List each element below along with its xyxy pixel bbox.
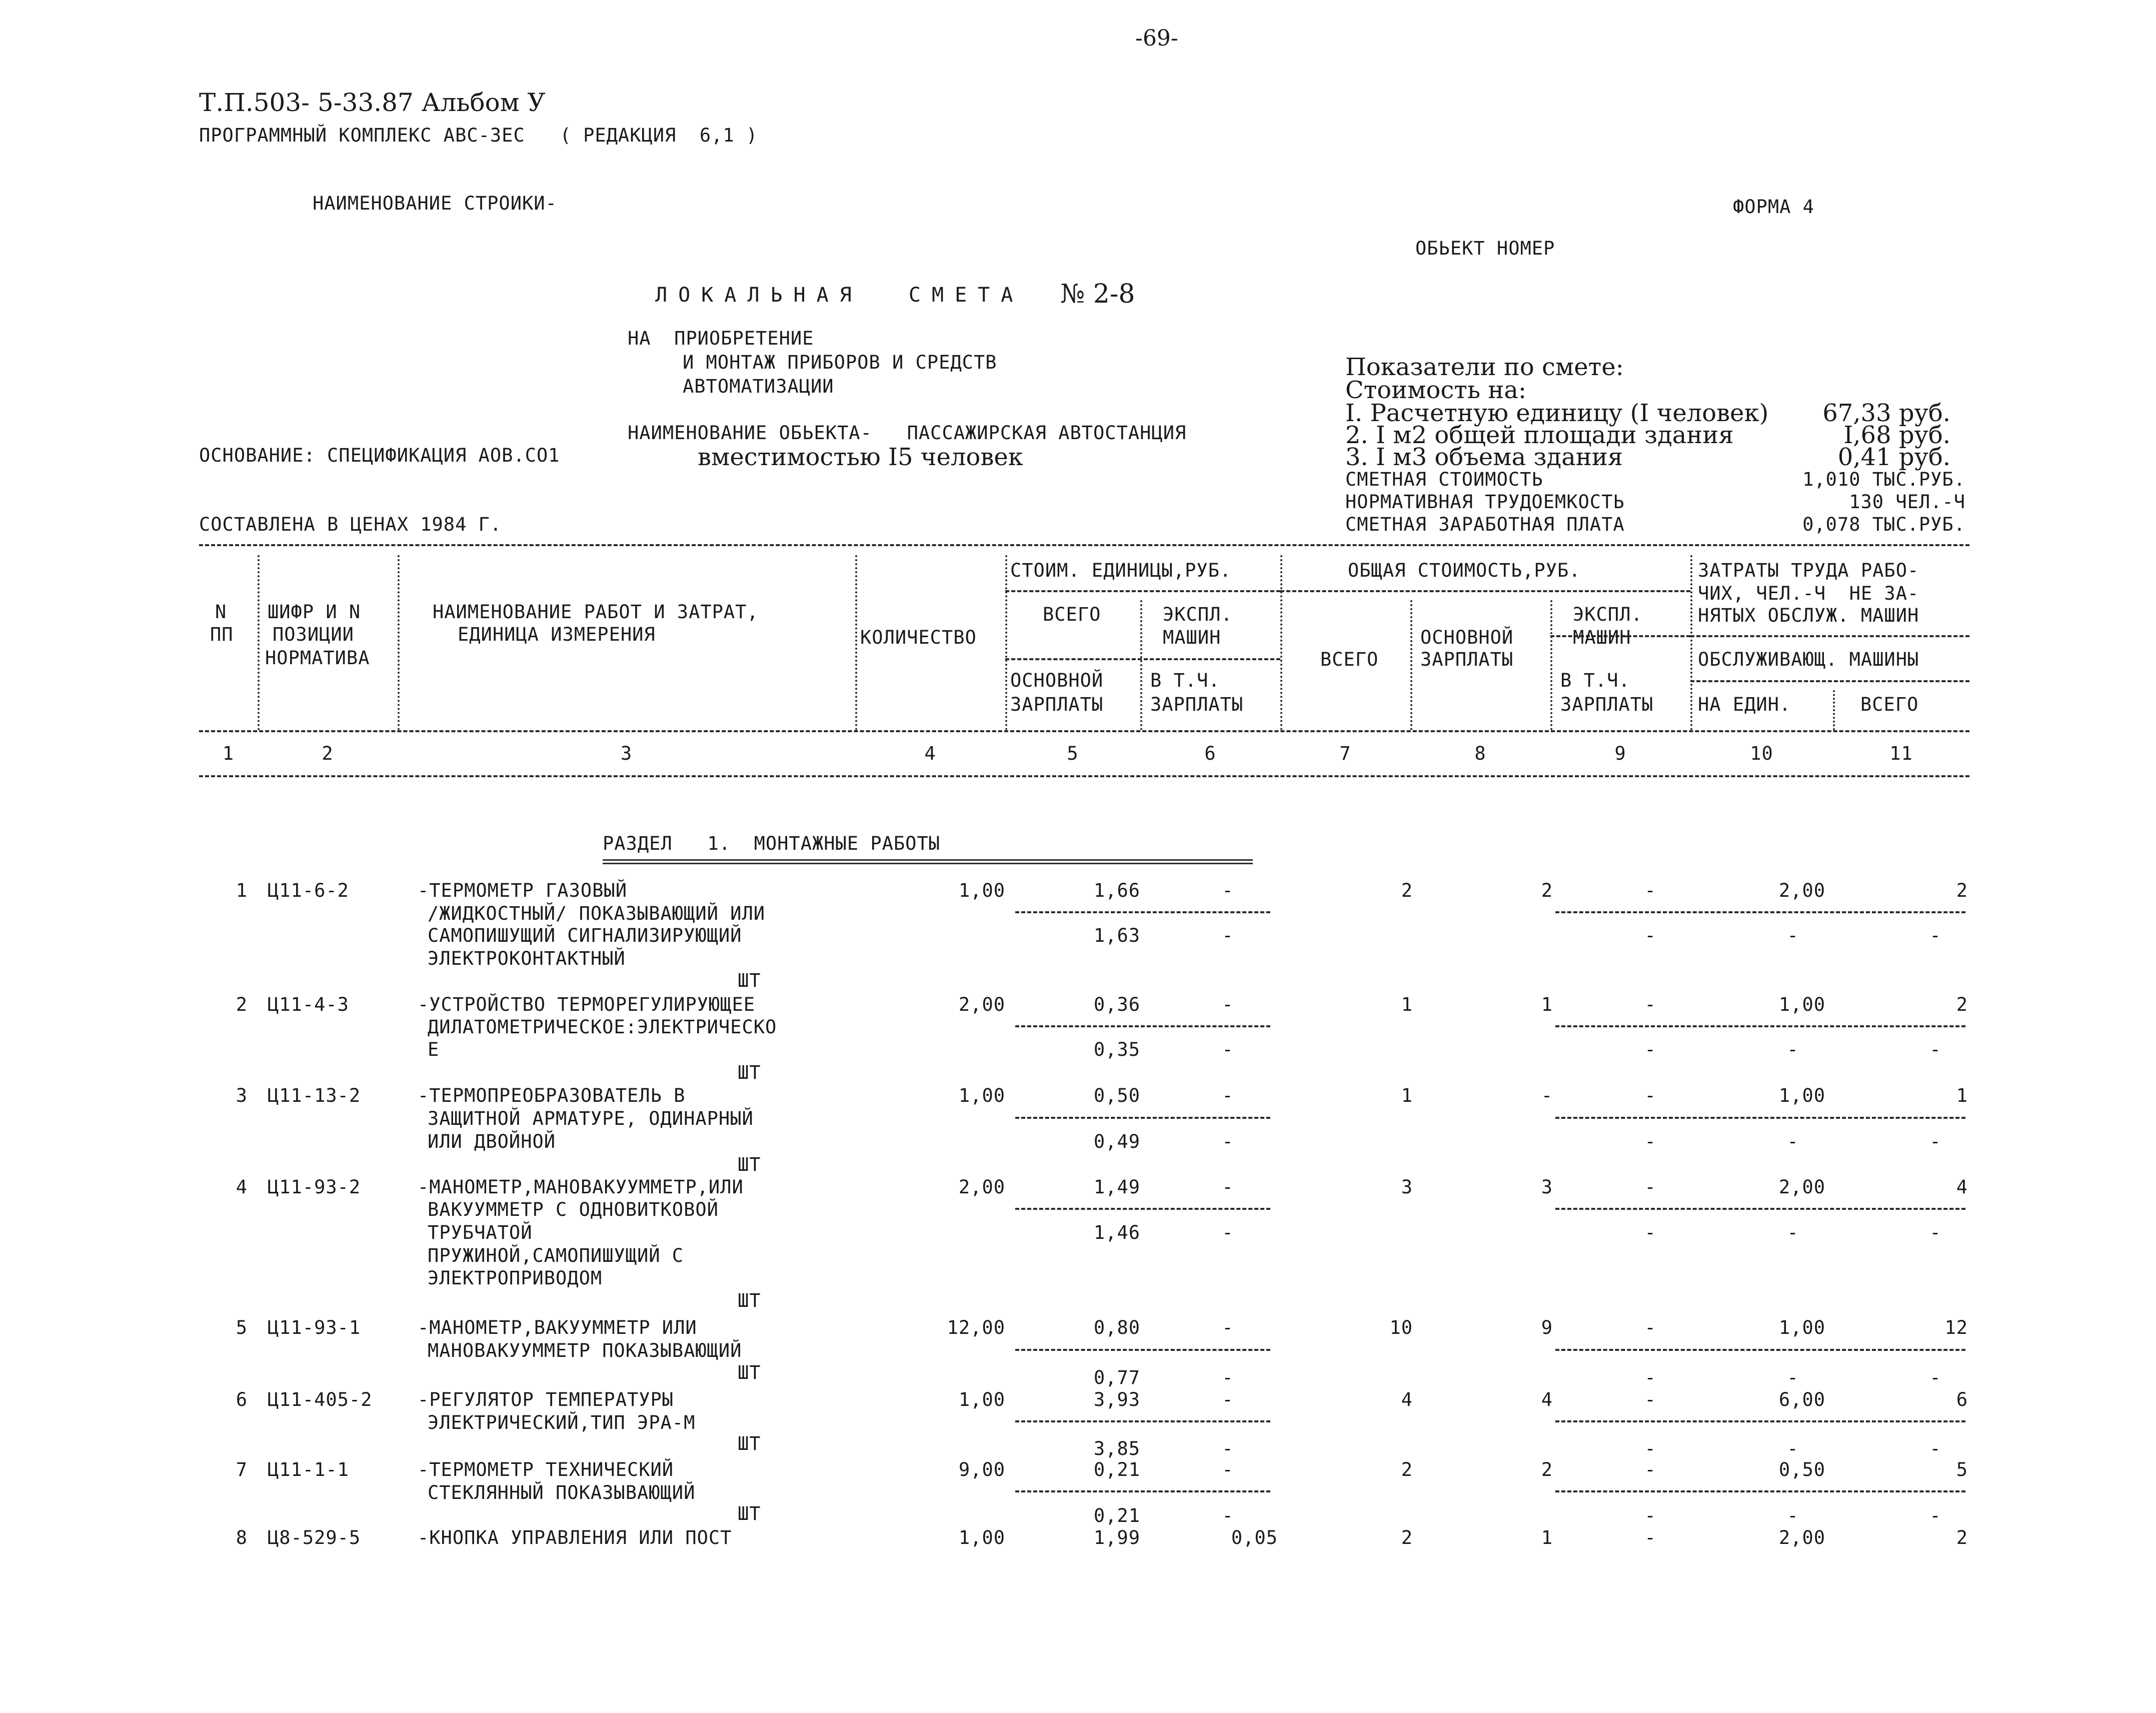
row-c10: 2,00 (1778, 1527, 1825, 1548)
row-c6: - (1222, 1317, 1234, 1338)
indicator-value-1: 67,33 руб. (1822, 399, 1950, 427)
row-code: Ц11-4-3 (268, 994, 349, 1015)
row-c8: 1 (1541, 1527, 1553, 1548)
row-quantity: 1,00 (958, 1389, 1005, 1410)
header-top-rule (199, 544, 1969, 546)
prices-label: СОСТАВЛЕНА В ЦЕНАХ 1984 Г. (199, 514, 502, 535)
row-c8: - (1541, 1085, 1553, 1106)
row-c11-b: - (1929, 1438, 1941, 1459)
row-number: 3 (236, 1085, 248, 1106)
row-name-line: -ТЕРМОМЕТР ТЕХНИЧЕСКИЙ (418, 1459, 674, 1480)
header-col5-b: ОСНОВНОЙ (1010, 670, 1104, 691)
row-c7: 10 (1389, 1317, 1413, 1338)
row-c6: - (1222, 994, 1234, 1015)
col-separator (1410, 600, 1412, 730)
column-number-rule (199, 775, 1969, 777)
col-number: 9 (1614, 743, 1626, 764)
section-underline (603, 859, 1253, 864)
row-subrule (1015, 1208, 1270, 1210)
indicator-label-2: 2. I м2 общей площади здания (1345, 421, 1734, 449)
col-separator (1140, 600, 1142, 730)
row-name-line: ДИЛАТОМЕТРИЧЕСКОЕ:ЭЛЕКТРИЧЕСКО (428, 1016, 777, 1038)
header-labor-1: ЗАТРАТЫ ТРУДА РАБО- (1698, 560, 1919, 581)
total-cost-value: 1,010 ТЫС.РУБ. (1802, 469, 1965, 490)
row-c10-b: - (1787, 1438, 1799, 1459)
row-subrule (1555, 1025, 1965, 1027)
row-unit: ШТ (738, 1062, 761, 1083)
object-number-label: ОБЬЕКТ НОМЕР (1415, 238, 1555, 259)
header-col5-c: ЗАРПЛАТЫ (1010, 694, 1104, 715)
row-subrule (1015, 1025, 1270, 1027)
row-name-line: /ЖИДКОСТНЫЙ/ ПОКАЗЫВАЮЩИЙ ИЛИ (428, 903, 766, 924)
row-c9-wage: - (1644, 1131, 1656, 1152)
row-c5: 1,99 (1093, 1527, 1140, 1548)
document-number: № 2-8 (1060, 279, 1135, 309)
row-c6-wage: - (1222, 1222, 1234, 1243)
row-c10: 6,00 (1778, 1389, 1825, 1410)
header-labor-rule (1690, 635, 1969, 637)
indicator-value-3: 0,41 руб. (1837, 443, 1950, 471)
row-c6-wage: - (1222, 1438, 1234, 1459)
row-subrule (1555, 1117, 1965, 1119)
labor-intensity-label: НОРМАТИВНАЯ ТРУДОЕМКОСТЬ (1345, 491, 1625, 513)
object-name-handwritten: вместимостью I5 человек (698, 443, 1023, 471)
row-c9: - (1644, 1085, 1656, 1106)
row-c6: - (1222, 1176, 1234, 1198)
row-c7: 4 (1401, 1389, 1413, 1410)
header-unit-cost: СТОИМ. ЕДИНИЦЫ,РУБ. (1010, 560, 1232, 581)
row-quantity: 2,00 (958, 1176, 1005, 1198)
row-quantity: 1,00 (958, 1527, 1005, 1548)
header-col9-b: МАШИН (1573, 627, 1631, 648)
wage-label: СМЕТНАЯ ЗАРАБОТНАЯ ПЛАТА (1345, 514, 1625, 535)
row-c8: 2 (1541, 880, 1553, 901)
row-name-line: -УСТРОЙСТВО ТЕРМОРЕГУЛИРУЮЩЕЕ (418, 994, 756, 1015)
row-c7: 3 (1401, 1176, 1413, 1198)
header-col5-a: ВСЕГО (1043, 604, 1101, 625)
row-code: Ц11-13-2 (268, 1085, 361, 1106)
row-c5: 1,49 (1093, 1176, 1140, 1198)
row-name-line: МАНОВАКУУММЕТР ПОКАЗЫВАЮЩИЙ (428, 1340, 742, 1361)
row-name-line: -МАНОМЕТР,МАНОВАКУУММЕТР,ИЛИ (418, 1176, 744, 1198)
row-c10-b: - (1787, 925, 1799, 946)
row-subrule (1555, 911, 1965, 913)
row-c10: 1,00 (1778, 1085, 1825, 1106)
purpose-line-2: И МОНТАЖ ПРИБОРОВ И СРЕДСТВ (683, 352, 997, 373)
purpose-line-1: НА ПРИОБРЕТЕНИЕ (628, 328, 814, 349)
row-unit: ШТ (738, 1362, 761, 1383)
row-code: Ц11-93-2 (268, 1176, 361, 1198)
row-name-line: САМОПИШУЩИЙ СИГНАЛИЗИРУЮЩИЙ (428, 925, 742, 946)
indicators-title: Показатели по смете: (1345, 353, 1624, 381)
row-c6-wage: - (1222, 1039, 1234, 1060)
row-c8: 9 (1541, 1317, 1553, 1338)
header-unit-cost-rule-2 (1005, 658, 1280, 660)
indicator-label-1: I. Расчетную единицу (I человек) (1345, 399, 1769, 427)
col-separator (398, 555, 400, 730)
col-number: 3 (620, 743, 633, 764)
col-separator (1280, 555, 1282, 730)
col-separator (855, 555, 857, 730)
row-code: Ц11-93-1 (268, 1317, 361, 1338)
header-col9-c: В Т.Ч. (1560, 670, 1630, 691)
row-name-line: ПРУЖИНОЙ,САМОПИШУЩИЙ С (428, 1245, 684, 1266)
col-separator (1833, 690, 1835, 730)
row-code: Ц11-6-2 (268, 880, 349, 901)
row-c11: 4 (1956, 1176, 1968, 1198)
col-number: 8 (1474, 743, 1486, 764)
row-name-line: ТРУБЧАТОЙ (428, 1222, 533, 1243)
row-c11-b: - (1929, 1222, 1941, 1243)
row-c10: 2,00 (1778, 880, 1825, 901)
header-col8-a: ОСНОВНОЙ (1420, 627, 1514, 648)
row-c7: 1 (1401, 994, 1413, 1015)
row-c9-wage: - (1644, 1505, 1656, 1526)
form-label: ФОРМА 4 (1733, 196, 1814, 218)
row-c11: 6 (1956, 1389, 1968, 1410)
row-c6: - (1222, 1389, 1234, 1410)
col-number: 4 (924, 743, 936, 764)
col-number: 5 (1067, 743, 1079, 764)
col-separator (1550, 600, 1552, 730)
row-name-line: -МАНОМЕТР,ВАКУУММЕТР ИЛИ (418, 1317, 697, 1338)
row-name-line: Е (428, 1039, 440, 1060)
row-c9: - (1644, 1176, 1656, 1198)
row-c9-wage: - (1644, 1438, 1656, 1459)
col-number: 11 (1889, 743, 1913, 764)
wage-value: 0,078 ТЫС.РУБ. (1802, 514, 1965, 535)
row-code: Ц8-529-5 (268, 1527, 361, 1548)
header-bottom-rule (199, 730, 1969, 732)
row-c10-b: - (1787, 1131, 1799, 1152)
row-subrule (1555, 1490, 1965, 1492)
row-unit: ШТ (738, 1503, 761, 1524)
row-c8: 3 (1541, 1176, 1553, 1198)
row-c9: - (1644, 1389, 1656, 1410)
row-quantity: 9,00 (958, 1459, 1005, 1480)
header-col1-a: N (215, 601, 227, 623)
row-c5: 0,36 (1093, 994, 1140, 1015)
col-number: 2 (322, 743, 334, 764)
row-c11-b: - (1929, 1505, 1941, 1526)
document-title: ЛОКАЛЬНАЯ СМЕТА (655, 284, 1024, 307)
row-c5-wage: 1,46 (1093, 1222, 1140, 1243)
col-number: 1 (222, 743, 235, 764)
row-c10: 1,00 (1778, 1317, 1825, 1338)
row-unit: ШТ (738, 1154, 761, 1175)
section-title: РАЗДЕЛ 1. МОНТАЖНЫЕ РАБОТЫ (603, 833, 941, 854)
row-c9: - (1644, 1527, 1656, 1548)
header-col9-a: ЭКСПЛ. (1573, 604, 1643, 625)
header-col11: ВСЕГО (1860, 694, 1919, 715)
row-subrule (1015, 1420, 1270, 1422)
row-c6: 0,05 (1231, 1527, 1278, 1548)
row-c10-b: - (1787, 1222, 1799, 1243)
row-name-line: -РЕГУЛЯТОР ТЕМПЕРАТУРЫ (418, 1389, 674, 1410)
row-number: 4 (236, 1176, 248, 1198)
row-quantity: 2,00 (958, 994, 1005, 1015)
row-c10-b: - (1787, 1505, 1799, 1526)
header-total-cost: ОБЩАЯ СТОИМОСТЬ,РУБ. (1348, 560, 1581, 581)
header-col1-b: ПП (210, 624, 234, 645)
album-title: Т.П.503- 5-33.87 Альбом У (199, 88, 546, 117)
header-col3-a: НАИМЕНОВАНИЕ РАБОТ И ЗАТРАТ, (433, 601, 759, 623)
row-c5: 0,80 (1093, 1317, 1140, 1338)
row-c9: - (1644, 994, 1656, 1015)
row-name-line: -ТЕРМОМЕТР ГАЗОВЫЙ (418, 880, 627, 901)
row-c10: 2,00 (1778, 1176, 1825, 1198)
program-label: ПРОГРАММНЫЙ КОМПЛЕКС АВС-3ЕС ( РЕДАКЦИЯ 6,1 ) (199, 125, 758, 146)
row-c5: 0,21 (1093, 1459, 1140, 1480)
row-c5-wage: 1,63 (1093, 925, 1140, 946)
row-quantity: 1,00 (958, 1085, 1005, 1106)
row-c9: - (1644, 1459, 1656, 1480)
row-c10: 0,50 (1778, 1459, 1825, 1480)
row-number: 8 (236, 1527, 248, 1548)
row-number: 7 (236, 1459, 248, 1480)
row-name-line: -КНОПКА УПРАВЛЕНИЯ ИЛИ ПОСТ (418, 1527, 732, 1548)
row-c9: - (1644, 1317, 1656, 1338)
col-separator (1005, 555, 1007, 730)
header-col6-d: ЗАРПЛАТЫ (1150, 694, 1244, 715)
row-name-line: ЭЛЕКТРИЧЕСКИЙ,ТИП ЭРА-М (428, 1412, 696, 1433)
row-c5-wage: 0,35 (1093, 1039, 1140, 1060)
row-c6: - (1222, 880, 1234, 901)
header-labor-2: ЧИХ, ЧЕЛ.-Ч НЕ ЗА- (1698, 583, 1919, 604)
row-quantity: 12,00 (947, 1317, 1005, 1338)
row-c11: 12 (1944, 1317, 1968, 1338)
row-name-line: СТЕКЛЯННЫЙ ПОКАЗЫВАЮЩИЙ (428, 1482, 696, 1503)
header-labor-4: ОБСЛУЖИВАЮЩ. МАШИНЫ (1698, 649, 1919, 670)
header-col2-a: ШИФР И N (268, 601, 361, 623)
header-col4: КОЛИЧЕСТВО (860, 627, 977, 648)
row-c8: 1 (1541, 994, 1553, 1015)
col-separator (258, 555, 260, 730)
row-c8: 4 (1541, 1389, 1553, 1410)
row-subrule (1015, 1490, 1270, 1492)
row-code: Ц11-405-2 (268, 1389, 373, 1410)
col-number: 7 (1339, 743, 1351, 764)
col-number: 6 (1204, 743, 1216, 764)
row-c5-wage: 0,77 (1093, 1367, 1140, 1388)
row-unit: ШТ (738, 1433, 761, 1454)
col-separator (1690, 555, 1692, 730)
indicator-label-3: 3. I м3 объема здания (1345, 443, 1623, 471)
object-name-label: НАИМЕНОВАНИЕ ОБЬЕКТА- ПАССАЖИРСКАЯ АВТОСТАНЦИЯ (628, 422, 1187, 444)
row-c11: 2 (1956, 880, 1968, 901)
col-number: 10 (1750, 743, 1773, 764)
row-c8: 2 (1541, 1459, 1553, 1480)
header-labor-rule-2 (1690, 680, 1969, 682)
row-c6: - (1222, 1459, 1234, 1480)
row-subrule (1015, 1117, 1270, 1119)
row-subrule (1555, 1208, 1965, 1210)
header-col9-d: ЗАРПЛАТЫ (1560, 694, 1654, 715)
indicators-cost-label: Стоимость на: (1345, 376, 1527, 404)
purpose-line-3: АВТОМАТИЗАЦИИ (683, 376, 834, 397)
row-unit: ШТ (738, 1290, 761, 1311)
row-c9-wage: - (1644, 1222, 1656, 1243)
row-c9-wage: - (1644, 925, 1656, 946)
row-c7: 2 (1401, 1527, 1413, 1548)
row-subrule (1015, 1349, 1270, 1351)
row-c5: 3,93 (1093, 1389, 1140, 1410)
row-c6: - (1222, 1085, 1234, 1106)
construction-name-label: НАИМЕНОВАНИЕ СТРОИКИ- (313, 193, 557, 214)
row-name-line: ЭЛЕКТРОКОНТАКТНЫЙ (428, 948, 626, 969)
header-unit-cost-rule (1005, 590, 1280, 592)
row-c11-b: - (1929, 925, 1941, 946)
row-name-line: ЗАЩИТНОЙ АРМАТУРЕ, ОДИНАРНЫЙ (428, 1108, 754, 1129)
row-name-line: -ТЕРМОПРЕОБРАЗОВАТЕЛЬ В (418, 1085, 686, 1106)
header-col8-b: ЗАРПЛАТЫ (1420, 649, 1514, 670)
header-col7: ВСЕГО (1320, 649, 1379, 670)
header-col6-a: ЭКСПЛ. (1163, 604, 1233, 625)
row-c6-wage: - (1222, 1505, 1234, 1526)
row-name-line: ВАКУУММЕТР С ОДНОВИТКОВОЙ (428, 1199, 719, 1220)
page-number: -69- (1135, 26, 1178, 51)
header-col6-c: В Т.Ч. (1150, 670, 1220, 691)
row-c11: 1 (1956, 1085, 1968, 1106)
row-c10: 1,00 (1778, 994, 1825, 1015)
row-number: 5 (236, 1317, 248, 1338)
total-cost-label: СМЕТНАЯ СТОИМОСТЬ (1345, 469, 1543, 490)
row-number: 1 (236, 880, 248, 901)
row-number: 6 (236, 1389, 248, 1410)
row-subrule (1555, 1349, 1965, 1351)
row-c10-b: - (1787, 1039, 1799, 1060)
header-col6-b: МАШИН (1163, 627, 1221, 648)
row-c6-wage: - (1222, 1131, 1234, 1152)
row-name-line: ИЛИ ДВОЙНОЙ (428, 1131, 556, 1152)
row-c9: - (1644, 880, 1656, 901)
row-c11-b: - (1929, 1039, 1941, 1060)
row-number: 2 (236, 994, 248, 1015)
row-c11: 2 (1956, 1527, 1968, 1548)
row-c5-wage: 0,49 (1093, 1131, 1140, 1152)
row-c6-wage: - (1222, 925, 1234, 946)
header-col2-b: ПОЗИЦИИ (273, 624, 354, 645)
labor-intensity-value: 130 ЧЕЛ.-Ч (1849, 491, 1965, 513)
row-c5: 1,66 (1093, 880, 1140, 901)
row-c7: 1 (1401, 1085, 1413, 1106)
row-c5: 0,50 (1093, 1085, 1140, 1106)
row-subrule (1555, 1420, 1965, 1422)
indicator-value-2: I,68 руб. (1843, 421, 1950, 449)
row-c11-b: - (1929, 1131, 1941, 1152)
row-c5-wage: 3,85 (1093, 1438, 1140, 1459)
row-c10-b: - (1787, 1367, 1799, 1388)
row-unit: ШТ (738, 970, 761, 991)
row-c9-wage: - (1644, 1039, 1656, 1060)
row-quantity: 1,00 (958, 880, 1005, 901)
row-name-line: ЭЛЕКТРОПРИВОДОМ (428, 1267, 603, 1289)
row-c6-wage: - (1222, 1367, 1234, 1388)
header-col2-c: НОРМАТИВА (265, 647, 370, 669)
row-c5-wage: 0,21 (1093, 1505, 1140, 1526)
header-total-cost-rule (1280, 590, 1690, 592)
header-col3-b: ЕДИНИЦА ИЗМЕРЕНИЯ (458, 624, 656, 645)
row-c11: 5 (1956, 1459, 1968, 1480)
row-c7: 2 (1401, 1459, 1413, 1480)
row-code: Ц11-1-1 (268, 1459, 349, 1480)
row-c9-wage: - (1644, 1367, 1656, 1388)
row-subrule (1015, 911, 1270, 913)
basis-label: ОСНОВАНИЕ: СПЕЦИФИКАЦИЯ АОВ.СО1 (199, 445, 560, 466)
row-c11-b: - (1929, 1367, 1941, 1388)
row-c11: 2 (1956, 994, 1968, 1015)
header-labor-3: НЯТЫХ ОБСЛУЖ. МАШИН (1698, 605, 1919, 626)
header-col10: НА ЕДИН. (1698, 694, 1791, 715)
row-c7: 2 (1401, 880, 1413, 901)
